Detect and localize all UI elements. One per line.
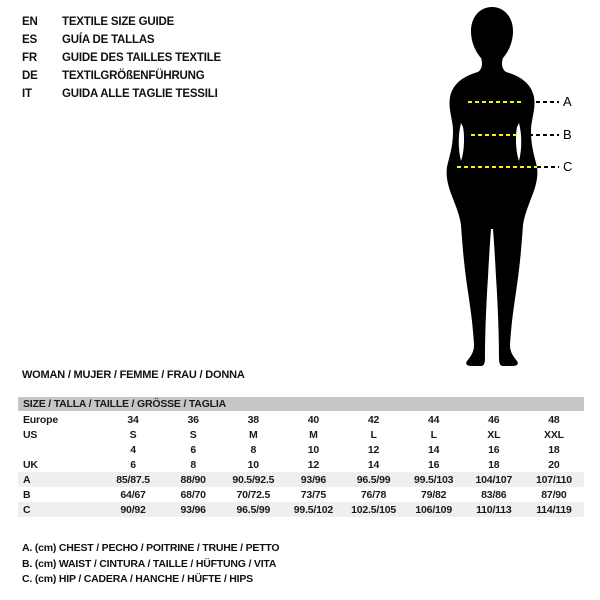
language-row-it bbox=[22, 85, 221, 103]
size-cell: S bbox=[129, 428, 137, 441]
size-cell: M bbox=[249, 428, 258, 441]
size-cell: 20 bbox=[548, 458, 560, 471]
language-title: GUIDA ALLE TAGLIE TESSILI bbox=[62, 88, 218, 100]
size-cell: 73/75 bbox=[300, 488, 327, 501]
legend-waist: B. (cm) WAIST / CINTURA / TAILLE / HÜFTUNG / VITA bbox=[22, 557, 277, 570]
language-title: TEXTILE SIZE GUIDE bbox=[62, 16, 175, 28]
marker-label-b: B bbox=[563, 127, 572, 142]
marker-label-c: C bbox=[563, 159, 573, 174]
size-cell: XXL bbox=[544, 428, 564, 441]
size-cell: 10 bbox=[307, 443, 320, 456]
woman-silhouette-icon bbox=[440, 7, 540, 367]
language-title: TEXTILGRÖßENFÜHRUNG bbox=[62, 70, 205, 82]
language-code: FR bbox=[22, 52, 37, 64]
size-cell: 8 bbox=[190, 458, 196, 471]
row-label: C bbox=[23, 503, 31, 516]
measurement-legend bbox=[22, 541, 279, 588]
size-cell: 99.5/103 bbox=[414, 473, 454, 486]
size-cell: 93/96 bbox=[180, 503, 206, 516]
size-cell: L bbox=[430, 428, 437, 441]
row-label: A bbox=[23, 473, 31, 486]
size-cell: 42 bbox=[367, 413, 380, 426]
table-row bbox=[18, 457, 584, 472]
language-row-fr bbox=[22, 49, 221, 67]
row-label: B bbox=[23, 488, 31, 501]
size-cell: 76/78 bbox=[360, 488, 387, 501]
size-cell: 87/90 bbox=[541, 488, 567, 501]
size-cell: 110/113 bbox=[476, 503, 512, 516]
language-list bbox=[22, 13, 221, 103]
size-table bbox=[18, 397, 584, 517]
size-cell: 85/87.5 bbox=[116, 473, 150, 486]
size-cell: 16 bbox=[428, 458, 440, 471]
size-cell: 88/90 bbox=[180, 473, 206, 486]
size-cell: 6 bbox=[130, 458, 136, 471]
row-label: Europe bbox=[23, 413, 58, 426]
size-cell: 79/82 bbox=[421, 488, 447, 501]
size-cell: 40 bbox=[307, 413, 320, 426]
table-row bbox=[18, 427, 584, 442]
language-code: DE bbox=[22, 70, 38, 82]
size-cell: 12 bbox=[307, 458, 320, 471]
row-label: US bbox=[23, 428, 38, 441]
size-cell: 38 bbox=[247, 413, 259, 426]
size-cell: 18 bbox=[488, 458, 500, 471]
size-cell: 10 bbox=[247, 458, 259, 471]
size-cell: 12 bbox=[367, 443, 380, 456]
size-table-header: SIZE / TALLA / TAILLE / GRÖSSE / TAGLIA bbox=[18, 397, 584, 411]
language-row-de bbox=[22, 67, 221, 85]
hip-measure-line bbox=[457, 166, 538, 168]
size-cell: 48 bbox=[548, 413, 560, 426]
language-row-es bbox=[22, 31, 221, 49]
size-cell: 44 bbox=[428, 413, 440, 426]
size-cell: 14 bbox=[428, 443, 440, 456]
language-code: IT bbox=[22, 88, 32, 100]
size-cell: 83/86 bbox=[481, 488, 507, 501]
size-cell: 18 bbox=[548, 443, 560, 456]
size-cell: 34 bbox=[127, 413, 139, 426]
language-title: GUÍA DE TALLAS bbox=[62, 34, 155, 46]
legend-hip: C. (cm) HIP / CADERA / HANCHE / HÜFTE / HIPS bbox=[22, 573, 253, 585]
language-code: ES bbox=[22, 34, 37, 46]
size-cell: 107/110 bbox=[535, 473, 572, 486]
size-cell: 68/70 bbox=[180, 488, 206, 501]
size-cell: XL bbox=[487, 428, 501, 441]
section-title: WOMAN / MUJER / FEMME / FRAU / DONNA bbox=[22, 369, 245, 381]
language-row-en bbox=[22, 13, 221, 31]
size-cell: 96.5/99 bbox=[236, 503, 271, 516]
hip-leader-line bbox=[537, 166, 559, 168]
size-cell: 90/92 bbox=[120, 503, 146, 516]
table-row bbox=[18, 412, 584, 427]
size-cell: 104/107 bbox=[475, 473, 513, 486]
table-row bbox=[18, 487, 584, 502]
size-cell: 14 bbox=[367, 458, 380, 471]
size-cell: 106/109 bbox=[415, 503, 452, 516]
table-row bbox=[18, 472, 584, 487]
size-cell: 6 bbox=[190, 443, 196, 456]
size-cell: 96.5/99 bbox=[356, 473, 391, 486]
language-title: GUIDE DES TAILLES TEXTILE bbox=[62, 52, 221, 64]
size-cell: 8 bbox=[250, 443, 257, 456]
row-label: UK bbox=[23, 458, 38, 471]
size-cell: 99.5/102 bbox=[293, 503, 334, 516]
table-row bbox=[18, 502, 584, 517]
size-cell: 36 bbox=[187, 413, 199, 426]
language-code: EN bbox=[22, 16, 38, 28]
size-cell: 70/72.5 bbox=[236, 488, 271, 501]
size-cell: 93/96 bbox=[300, 473, 327, 486]
size-cell: 102.5/105 bbox=[351, 503, 397, 516]
size-cell: M bbox=[309, 428, 318, 441]
size-cell: 4 bbox=[130, 443, 136, 456]
table-row bbox=[18, 442, 584, 457]
size-cell: 46 bbox=[488, 413, 500, 426]
size-table-grid bbox=[18, 412, 584, 517]
legend-chest: A. (cm) CHEST / PECHO / POITRINE / TRUHE / PETTO bbox=[22, 542, 280, 554]
chest-measure-line bbox=[468, 101, 523, 103]
waist-measure-line bbox=[471, 134, 520, 136]
size-cell: 90.5/92.5 bbox=[232, 473, 275, 486]
row-label bbox=[18, 442, 103, 457]
marker-label-a: A bbox=[563, 94, 572, 109]
chest-leader-line bbox=[529, 101, 559, 103]
size-cell: 64/67 bbox=[120, 488, 146, 501]
size-cell: 114/119 bbox=[536, 503, 572, 516]
woman-silhouette-figure bbox=[440, 7, 540, 367]
size-cell: S bbox=[189, 428, 197, 441]
waist-leader-line bbox=[529, 134, 559, 136]
size-cell: 16 bbox=[488, 443, 500, 456]
size-cell: L bbox=[370, 428, 377, 441]
